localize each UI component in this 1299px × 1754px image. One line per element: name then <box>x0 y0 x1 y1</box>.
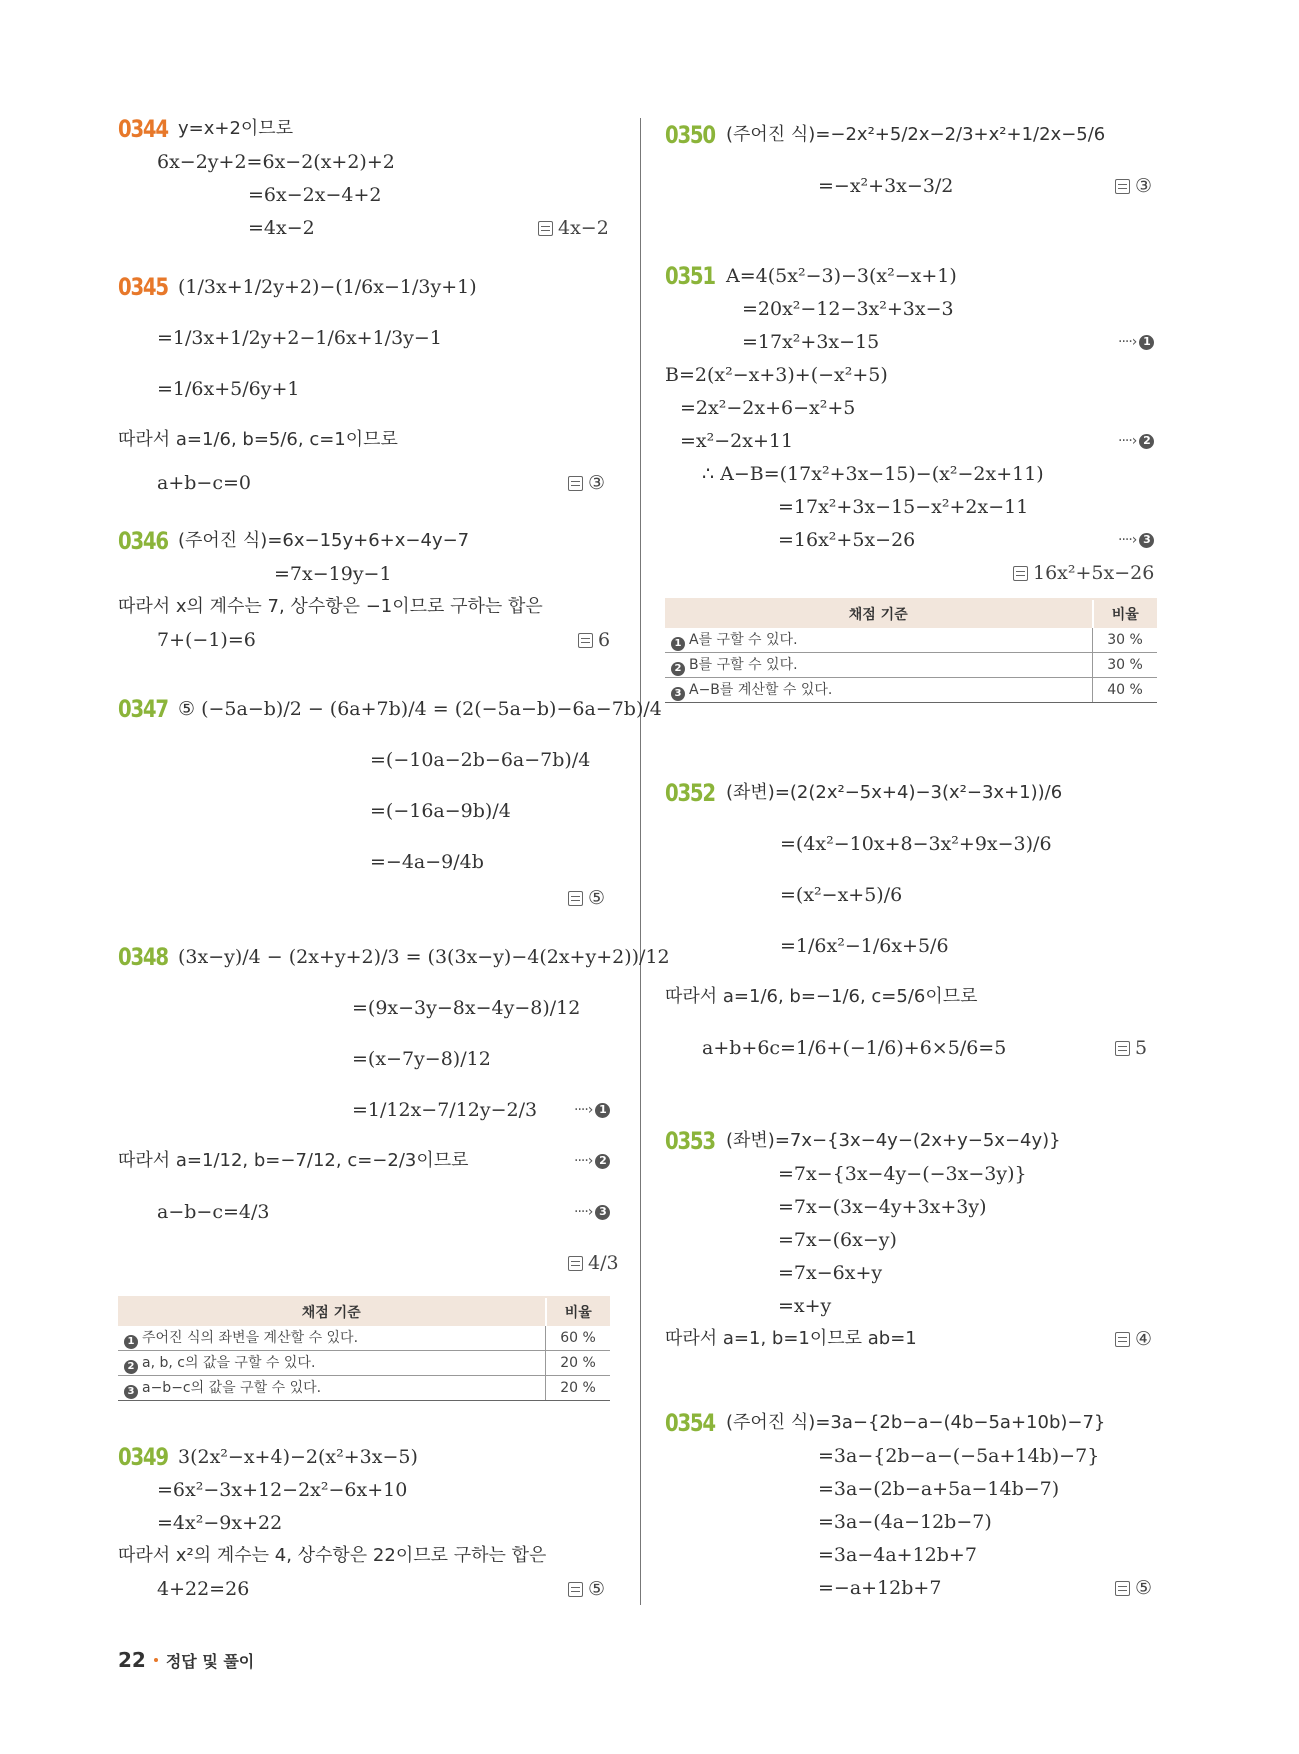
solution-line: =−4a−9/4b <box>370 851 484 873</box>
solution-line: 따라서 a=1/6, b=5/6, c=1이므로 <box>118 429 398 450</box>
answer-icon <box>568 891 583 906</box>
answer-icon <box>1115 1332 1130 1347</box>
table-cell: 30 % <box>1093 628 1158 653</box>
solution-line: ⑤ (−5a−b)/2 − (6a+7b)/4 = (2(−5a−b)−6a−7b)/4 <box>178 698 662 720</box>
solution-line: =(−16a−9b)/4 <box>370 800 511 822</box>
answer-0349: ⑤ <box>568 1576 605 1602</box>
problem-number-0352: 0352 <box>665 779 715 807</box>
bullet-icon <box>154 1658 158 1662</box>
problem-number-0348: 0348 <box>118 943 168 971</box>
solution-line: (1/3x+1/2y+2)−(1/6x−1/3y+1) <box>178 276 477 298</box>
solution-line: =3a−{2b−a−(−5a+14b)−7} <box>818 1445 1100 1467</box>
table-header: 비율 <box>546 1297 611 1326</box>
table-cell: 1 A를 구할 수 있다. <box>665 628 1093 653</box>
step-number-icon: 1 <box>124 1335 138 1349</box>
solution-line: 따라서 a=1, b=1이므로 ab=1 <box>665 1328 917 1349</box>
solution-line: 7+(−1)=6 <box>157 629 256 651</box>
step-number-icon: 3 <box>671 687 685 701</box>
page-footer <box>118 1648 254 1672</box>
table-cell: 3 A−B를 계산할 수 있다. <box>665 678 1093 703</box>
solution-line: =(x−7y−8)/12 <box>352 1048 491 1070</box>
solution-line: y=x+2이므로 <box>178 118 294 139</box>
answer-icon <box>1013 566 1028 581</box>
answer-0346: 6 <box>578 627 610 653</box>
table-cell: 1 주어진 식의 좌변을 계산할 수 있다. <box>118 1326 546 1351</box>
solution-line: =16x²+5x−26 <box>778 529 916 551</box>
answer-0345: ③ <box>568 470 605 496</box>
solution-line: (3x−y)/4 − (2x+y+2)/3 = (3(3x−y)−4(2x+y+2))/12 <box>178 946 670 968</box>
page-number: 22 <box>118 1648 146 1672</box>
solution-line: 4+22=26 <box>157 1578 250 1600</box>
table-cell: 60 % <box>546 1326 611 1351</box>
solution-line: (주어진 식)=3a−{2b−a−(4b−5a+10b)−7} <box>726 1412 1106 1433</box>
answer-icon <box>1115 179 1130 194</box>
answer-0354: ⑤ <box>1115 1575 1152 1601</box>
problem-number-0347: 0347 <box>118 695 168 723</box>
answer-0344: 4x−2 <box>538 215 609 241</box>
solution-line: =7x−(6x−y) <box>778 1229 897 1251</box>
solution-line: =17x²+3x−15 <box>742 331 880 353</box>
answer-0350: ③ <box>1115 173 1152 199</box>
solution-line: =17x²+3x−15−x²+2x−11 <box>778 496 1029 518</box>
answer-0348: 4/3 <box>568 1250 619 1276</box>
solution-line: =3a−(4a−12b−7) <box>818 1511 992 1533</box>
solution-line: 따라서 a=1/6, b=−1/6, c=5/6이므로 <box>665 986 978 1007</box>
table-header: 비율 <box>1093 599 1158 628</box>
step-number-icon: 3 <box>124 1385 138 1399</box>
solution-line: =20x²−12−3x²+3x−3 <box>742 298 954 320</box>
solution-line: (주어진 식)=−2x²+5/2x−2/3+x²+1/2x−5/6 <box>726 124 1106 145</box>
problem-number-0350: 0350 <box>665 121 715 149</box>
solution-line: =7x−{3x−4y−(−3x−3y)} <box>778 1163 1027 1185</box>
step-number-icon: 2 <box>124 1360 138 1374</box>
solution-line: =7x−6x+y <box>778 1262 883 1284</box>
solution-line: (좌변)=(2(2x²−5x+4)−3(x²−3x+1))/6 <box>726 782 1063 803</box>
solution-line: =(x²−x+5)/6 <box>780 884 903 906</box>
solution-line: =(9x−3y−8x−4y−8)/12 <box>352 997 581 1019</box>
problem-number-0353: 0353 <box>665 1127 715 1155</box>
answer-0347: ⑤ <box>568 885 605 911</box>
problem-number-0349: 0349 <box>118 1443 168 1471</box>
answer-0352: 5 <box>1115 1035 1147 1061</box>
answer-icon <box>568 1256 583 1271</box>
table-cell: 40 % <box>1093 678 1158 703</box>
solution-line: =(−10a−2b−6a−7b)/4 <box>370 749 591 771</box>
step-marker-2: ····› 2 <box>574 1148 610 1174</box>
problem-number-0354: 0354 <box>665 1409 715 1437</box>
table-cell: 3 a−b−c의 값을 구할 수 있다. <box>118 1376 546 1401</box>
solution-line: 따라서 a=1/12, b=−7/12, c=−2/3이므로 <box>118 1150 469 1171</box>
solution-line: (주어진 식)=6x−15y+6+x−4y−7 <box>178 530 470 551</box>
step-marker-1: ····› 1 <box>1118 329 1154 355</box>
solution-line: A=4(5x²−3)−3(x²−x+1) <box>726 265 957 287</box>
solution-line: ∴ A−B=(17x²+3x−15)−(x²−2x+11) <box>702 463 1044 485</box>
solution-line: B=2(x²−x+3)+(−x²+5) <box>665 364 888 386</box>
solution-line: 3(2x²−x+4)−2(x²+3x−5) <box>178 1446 418 1468</box>
solution-line: =3a−4a+12b+7 <box>818 1544 977 1566</box>
answer-0351: 16x²+5x−26 <box>1013 560 1154 586</box>
solution-line: =1/6x+5/6y+1 <box>157 378 300 400</box>
table-header: 채점 기준 <box>665 599 1093 628</box>
answer-icon <box>578 633 593 648</box>
step-marker-2: ····› 2 <box>1118 428 1154 454</box>
solution-line: =x²−2x+11 <box>680 430 794 452</box>
problem-number-0344: 0344 <box>118 115 168 143</box>
step-marker-1: ····› 1 <box>574 1097 610 1123</box>
answer-0353: ④ <box>1115 1326 1152 1352</box>
step-number-icon: 2 <box>671 662 685 676</box>
problem-number-0345: 0345 <box>118 273 168 301</box>
table-cell: 20 % <box>546 1351 611 1376</box>
grading-table-0351 <box>665 598 1157 703</box>
answer-icon <box>1115 1041 1130 1056</box>
column-divider <box>640 118 641 1605</box>
solution-line: 따라서 x²의 계수는 4, 상수항은 22이므로 구하는 합은 <box>118 1545 547 1566</box>
solution-line: =x+y <box>778 1295 832 1317</box>
solution-line: =−x²+3x−3/2 <box>818 175 954 197</box>
solution-line: =1/12x−7/12y−2/3 <box>352 1099 538 1121</box>
table-header: 채점 기준 <box>118 1297 546 1326</box>
solution-line: =1/3x+1/2y+2−1/6x+1/3y−1 <box>157 327 442 349</box>
solution-line: 6x−2y+2=6x−2(x+2)+2 <box>157 151 395 173</box>
solution-line: =4x²−9x+22 <box>157 1512 283 1534</box>
solution-line: =7x−(3x−4y+3x+3y) <box>778 1196 987 1218</box>
solution-line: =3a−(2b−a+5a−14b−7) <box>818 1478 1060 1500</box>
solution-line: =6x²−3x+12−2x²−6x+10 <box>157 1479 408 1501</box>
answer-icon <box>538 221 553 236</box>
step-marker-3: ····› 3 <box>574 1199 610 1225</box>
problem-number-0351: 0351 <box>665 262 715 290</box>
table-cell: 20 % <box>546 1376 611 1401</box>
footer-label: 정답 및 풀이 <box>165 1651 255 1671</box>
solution-line: =(4x²−10x+8−3x²+9x−3)/6 <box>780 833 1052 855</box>
answer-icon <box>1115 1581 1130 1596</box>
problem-number-0346: 0346 <box>118 527 168 555</box>
solution-line: =7x−19y−1 <box>274 563 392 585</box>
solution-line: (좌변)=7x−{3x−4y−(2x+y−5x−4y)} <box>726 1130 1061 1151</box>
answer-icon <box>568 476 583 491</box>
grading-table-0348 <box>118 1296 610 1401</box>
table-cell: 2 B를 구할 수 있다. <box>665 653 1093 678</box>
solution-line: =2x²−2x+6−x²+5 <box>680 397 856 419</box>
solution-line: a+b+6c=1/6+(−1/6)+6×5/6=5 <box>702 1037 1007 1059</box>
solution-line: =1/6x²−1/6x+5/6 <box>780 935 949 957</box>
table-cell: 2 a, b, c의 값을 구할 수 있다. <box>118 1351 546 1376</box>
table-cell: 30 % <box>1093 653 1158 678</box>
solution-line: 따라서 x의 계수는 7, 상수항은 −1이므로 구하는 합은 <box>118 596 543 617</box>
answer-icon <box>568 1582 583 1597</box>
solution-line: a−b−c=4/3 <box>157 1201 270 1223</box>
solution-line: =4x−2 <box>248 217 315 239</box>
solution-line: =−a+12b+7 <box>818 1577 942 1599</box>
solution-line: =6x−2x−4+2 <box>248 184 382 206</box>
step-marker-3: ····› 3 <box>1118 527 1154 553</box>
step-number-icon: 1 <box>671 637 685 651</box>
solution-line: a+b−c=0 <box>157 472 251 494</box>
